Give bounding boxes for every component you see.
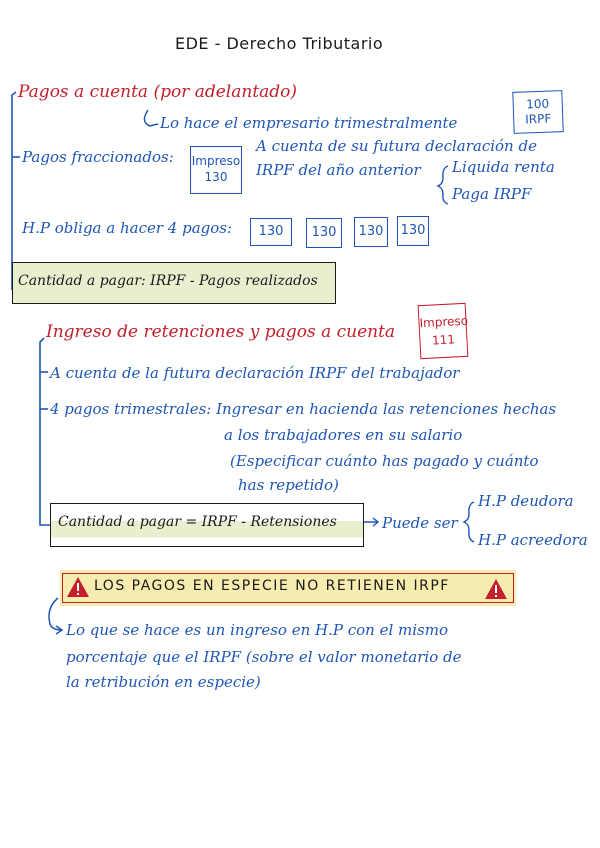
cuenta-line: A cuenta de su futura declaración de (256, 137, 537, 155)
section1-line: Lo hace el empresario trimestralmente (160, 114, 458, 132)
section2-bracket (40, 338, 50, 525)
section2-line: 4 pagos trimestrales: Ingresar en hacienda las retenciones hechas (50, 400, 557, 418)
payment-box: 130 (397, 216, 429, 246)
deudora-text: H.P deudora (478, 492, 574, 510)
section1-heading: Pagos a cuenta (por adelantado) (18, 82, 298, 102)
liquida-text: Liquida renta (452, 158, 555, 176)
page-title: EDE - Derecho Tributario (175, 34, 384, 53)
section2-line: a los trabajadores en su salario (224, 426, 463, 444)
fraccionados-label: Pagos fraccionados: (22, 148, 174, 166)
impreso-130-box: Impreso 130 (190, 146, 242, 194)
stamp-100-irpf: 100 IRPF (512, 90, 563, 134)
warning-triangle-icon (484, 578, 508, 600)
cuenta-line: IRPF del año anterior (256, 161, 421, 179)
section2-line: A cuenta de la futura declaración IRPF del trabajador (50, 364, 460, 382)
brace-icon (464, 502, 474, 542)
payment-box: 130 (354, 217, 388, 247)
section1-bracket (12, 92, 16, 290)
puede-ser-text: Puede ser (382, 514, 458, 532)
warning-triangle-icon (66, 576, 90, 598)
brace-icon (438, 166, 448, 204)
section3-line: Lo que se hace es un ingreso en H.P con el mismo (66, 621, 448, 639)
cantidad-text: Cantidad a pagar = IRPF - Retensiones (58, 514, 337, 530)
warning-text: LOS PAGOS EN ESPECIE NO RETIENEN IRPF (94, 578, 450, 594)
section2-heading: Ingreso de retenciones y pagos a cuenta (46, 322, 396, 342)
section2-line: (Especificar cuánto has pagado y cuánto (230, 452, 539, 470)
section2-line: has repetido) (238, 476, 339, 494)
cantidad-text: Cantidad a pagar: IRPF - Pagos realizados (18, 273, 318, 289)
hp-line: H.P obliga a hacer 4 pagos: (22, 219, 233, 237)
arrow-right-icon (363, 518, 378, 526)
payment-box: 130 (306, 218, 342, 248)
section3-line: la retribución en especie) (66, 673, 261, 691)
impreso-111-box: Impreso 111 (418, 303, 469, 359)
payment-box: 130 (250, 218, 292, 246)
curved-arrow-icon (144, 110, 158, 126)
section3-line: porcentaje que el IRPF (sobre el valor monetario de (66, 648, 462, 666)
acreedora-text: H.P acreedora (478, 531, 588, 549)
paga-text: Paga IRPF (452, 185, 532, 203)
